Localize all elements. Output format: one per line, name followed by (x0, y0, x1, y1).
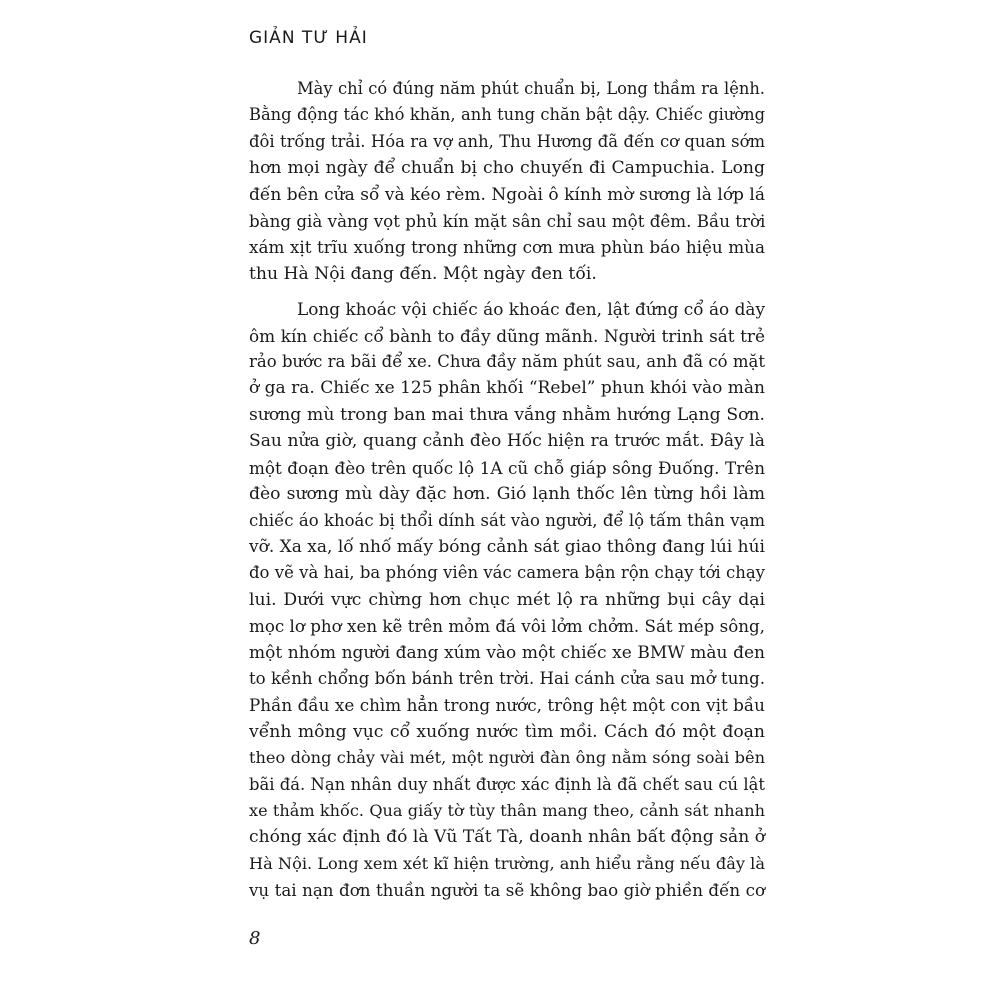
text-line: Hà Nội. Long xem xét kĩ hiện trường, anh hiểu rằng nếu đây là (249, 853, 765, 873)
paragraph-2 (249, 296, 765, 903)
text-line: đôi trống trải. Hóa ra vợ anh, Thu Hương đã đến cơ quan sớm (249, 131, 765, 151)
text-line: đo vẽ và hai, ba phóng viên vác camera bận rộn chạy tới chạy (249, 563, 765, 583)
text-line: chiếc áo khoác bị thổi dính sát vào người, để lộ tấm thân vạm (249, 510, 765, 530)
body-text (249, 76, 765, 904)
text-line: ở ga ra. Chiếc xe 125 phân khối “Rebel” phun khói vào màn (249, 378, 765, 399)
text-line: xe thảm khốc. Qua giấy tờ tùy thân mang theo, cảnh sát nhanh (249, 800, 765, 820)
text-line: vểnh mông vục cổ xuống nước tìm mồi. Cách đó một đoạn (249, 721, 765, 742)
text-line: sương mù trong ban mai thưa vắng nhằm hướng Lạng Sơn. (249, 404, 765, 425)
text-line: vỡ. Xa xa, lố nhố mấy bóng cảnh sát giao thông đang lúi húi (249, 536, 765, 557)
text-line: Mày chỉ có đúng năm phút chuẩn bị, Long thầm ra lệnh. (297, 79, 765, 98)
text-line: Sau nửa giờ, quang cảnh đèo Hốc hiện ra trước mắt. Đây là (249, 431, 765, 452)
text-line: thu Hà Nội đang đến. Một ngày đen tối. (249, 263, 597, 284)
text-line: theo dòng chảy vài mét, một người đàn ông nằm sóng soài bên (249, 748, 765, 768)
text-line: Bằng động tác khó khăn, anh tung chăn bật dậy. Chiếc giường (249, 105, 765, 125)
text-line: bãi đá. Nạn nhân duy nhất được xác định là đã chết sau cú lật (249, 774, 765, 794)
text-line: một nhóm người đang xúm vào một chiếc xe BMW màu đen (249, 642, 765, 663)
text-line: đèo sương mù dày đặc hơn. Gió lạnh thốc lên từng hồi làm (249, 484, 765, 505)
text-line: Phần đầu xe chìm hẳn trong nước, trông hệt một con vịt bầu (249, 695, 765, 716)
text-line: bàng già vàng vọt phủ kín mặt sân chỉ sau một đêm. Bầu trời (249, 211, 766, 232)
text-line: mọc lơ phơ xen kẽ trên mỏm đá vôi lởm chởm. Sát mép sông, (249, 616, 765, 637)
text-line: chóng xác định đó là Vũ Tất Tà, doanh nhân bất động sản ở (249, 827, 765, 848)
running-header: GIẢN TƯ HẢI (249, 28, 368, 48)
text-line: rảo bước ra bãi để xe. Chưa đầy năm phút sau, anh đã có mặt (249, 352, 765, 372)
text-line: lui. Dưới vực chừng hơn chục mét lộ ra những bụi cây dại (249, 589, 765, 610)
text-line: một đoạn đèo trên quốc lộ 1A cũ chỗ giáp sông Đuống. Trên (249, 457, 765, 478)
text-line: Long khoác vội chiếc áo khoác đen, lật đứng cổ áo dày (297, 299, 765, 320)
text-line: xám xịt trĩu xuống trong những cơn mưa phùn báo hiệu mùa (249, 237, 765, 258)
page-number: 8 (249, 928, 261, 949)
text-line: to kềnh chổng bốn bánh trên trời. Hai cánh cửa sau mở tung. (249, 668, 765, 688)
text-line: vụ tai nạn đơn thuần người ta sẽ không bao giờ phiền đến cơ (249, 880, 765, 901)
paragraph-1 (249, 76, 765, 287)
text-line: ôm kín chiếc cổ bành to đầy dũng mãnh. Người trinh sát trẻ (249, 325, 765, 346)
text-line: đến bên cửa sổ và kéo rèm. Ngoài ô kính mờ sương là lớp lá (249, 184, 765, 205)
text-line: hơn mọi ngày để chuẩn bị cho chuyến đi Campuchia. Long (249, 158, 765, 179)
